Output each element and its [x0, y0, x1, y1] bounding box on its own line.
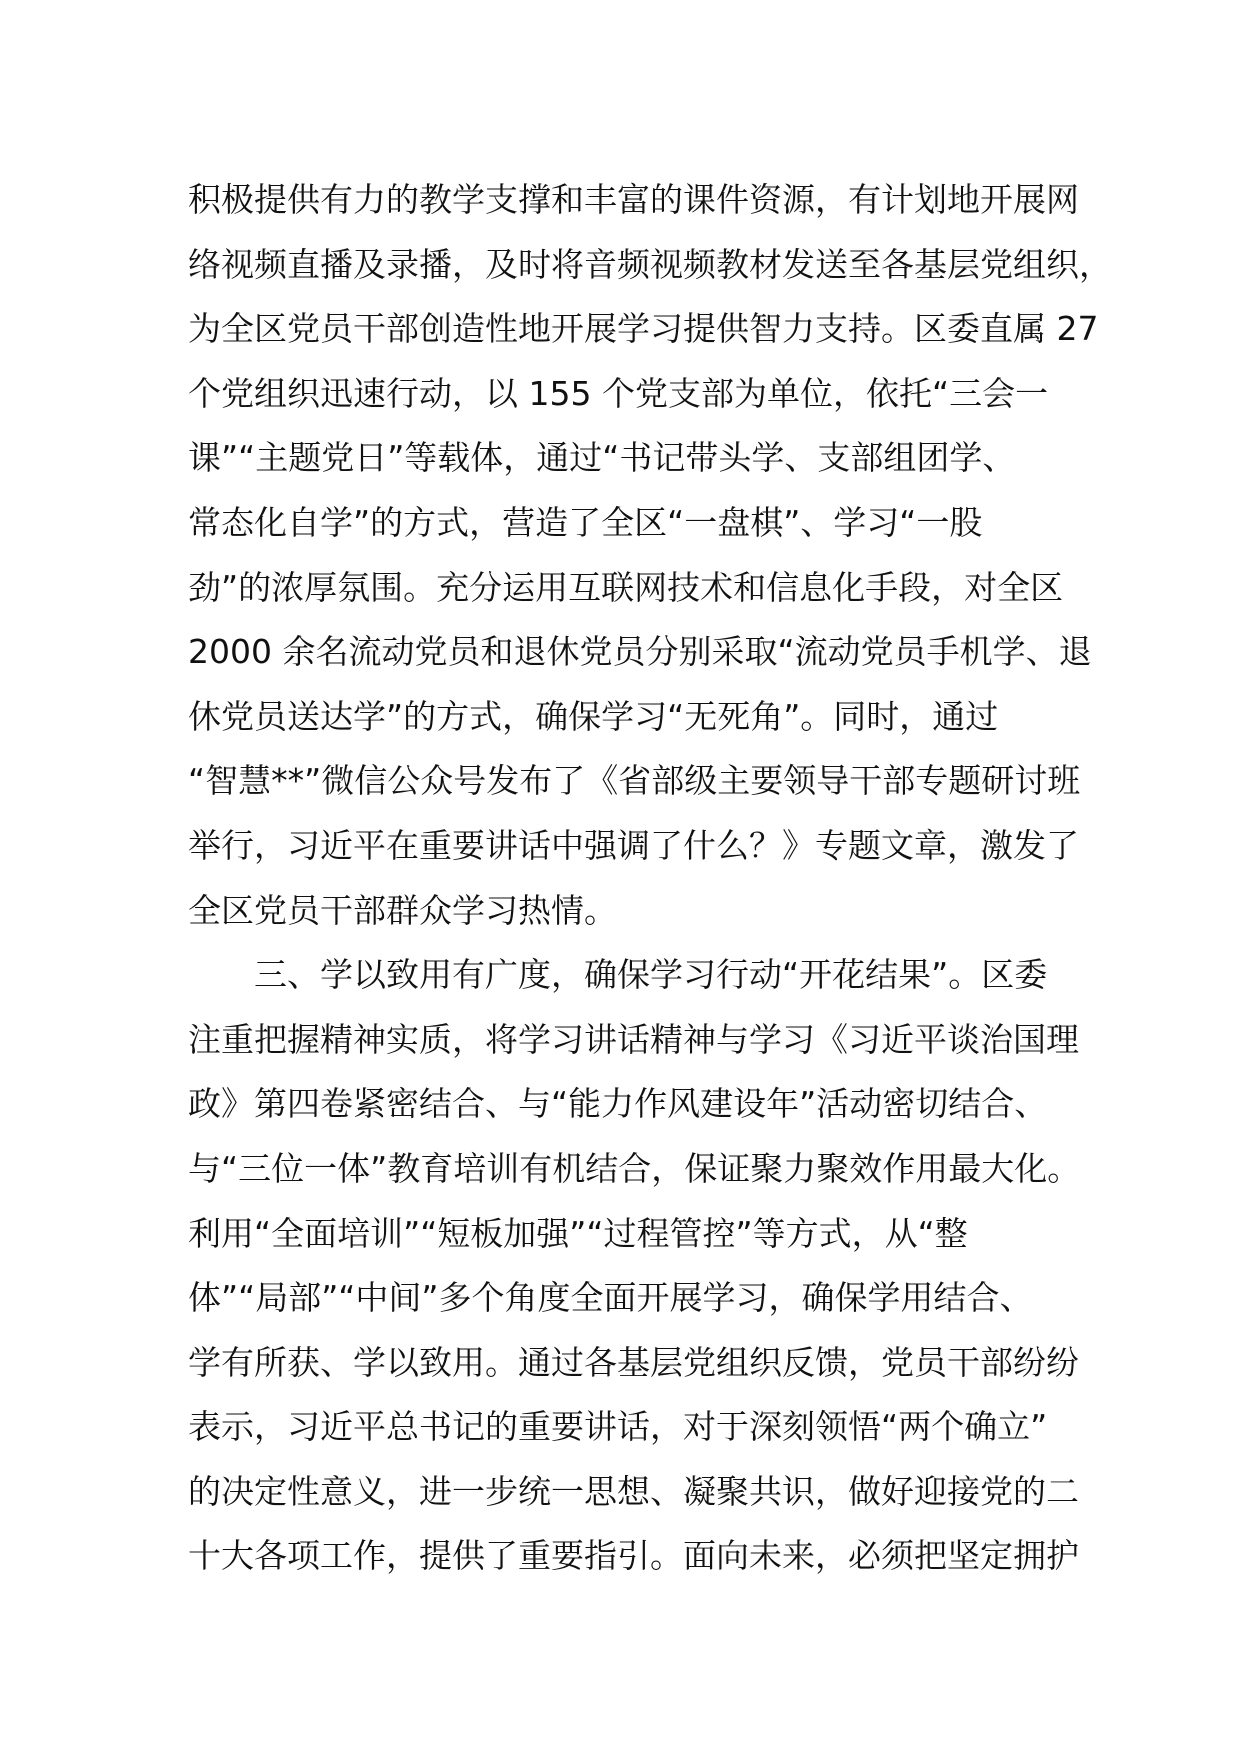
text-line: 举行，习近平在重要讲话中强调了什么？》专题文章，激发了: [188, 825, 1079, 865]
text-line: 2000 余名流动党员和退休党员分别采取“流动党员手机学、退: [188, 632, 1092, 672]
text-line: 体”“局部”“中间”多个角度全面开展学习，确保学用结合、: [188, 1278, 1033, 1318]
text-line: 三、学以致用有广度，确保学习行动“开花结果”。区委: [188, 955, 1048, 995]
text-line: “智慧**”微信公众号发布了《省部级主要领导干部专题研讨班: [188, 761, 1081, 801]
text-line: 课”“主题党日”等载体，通过“书记带头学、支部组团学、: [188, 438, 1016, 478]
text-line: 休党员送达学”的方式，确保学习“无死角”。同时，通过: [188, 696, 999, 736]
text-line: 常态化自学”的方式，营造了全区“一盘棋”、学习“一股: [188, 502, 983, 542]
text-line: 表示，习近平总书记的重要讲话，对于深刻领悟“两个确立”: [188, 1407, 1048, 1447]
text-line: 劲”的浓厚氛围。充分运用互联网技术和信息化手段，对全区: [188, 567, 1064, 607]
text-line: 个党组织迅速行动，以 155 个党支部为单位，依托“三会一: [188, 373, 1049, 413]
text-line: 注重把握精神实质，将学习讲话精神与学习《习近平谈治国理: [188, 1019, 1079, 1059]
text-line: 学有所获、学以致用。通过各基层党组织反馈，党员干部纷纷: [188, 1342, 1079, 1382]
text-line: 与“三位一体”教育培训有机结合，保证聚力聚效作用最大化。: [188, 1148, 1081, 1188]
text-line: 全区党员干部群众学习热情。: [188, 890, 617, 930]
text-line: 十大各项工作，提供了重要指引。面向未来，必须把坚定拥护: [188, 1536, 1079, 1576]
text-line: 的决定性意义，进一步统一思想、凝聚共识，做好迎接党的二: [188, 1471, 1079, 1511]
text-line: 络视频直播及录播，及时将音频视频教材发送至各基层党组织，: [188, 244, 1112, 284]
text-line: 政》第四卷紧密结合、与“能力作风建设年”活动密切结合、: [188, 1084, 1048, 1124]
body-text: [188, 168, 1112, 1589]
text-line: 为全区党员干部创造性地开展学习提供智力支持。区委直属 27: [188, 309, 1099, 349]
text-line: 利用“全面培训”“短板加强”“过程管控”等方式，从“整: [188, 1213, 968, 1253]
text-line: 积极提供有力的教学支撑和丰富的课件资源，有计划地开展网: [188, 180, 1079, 219]
